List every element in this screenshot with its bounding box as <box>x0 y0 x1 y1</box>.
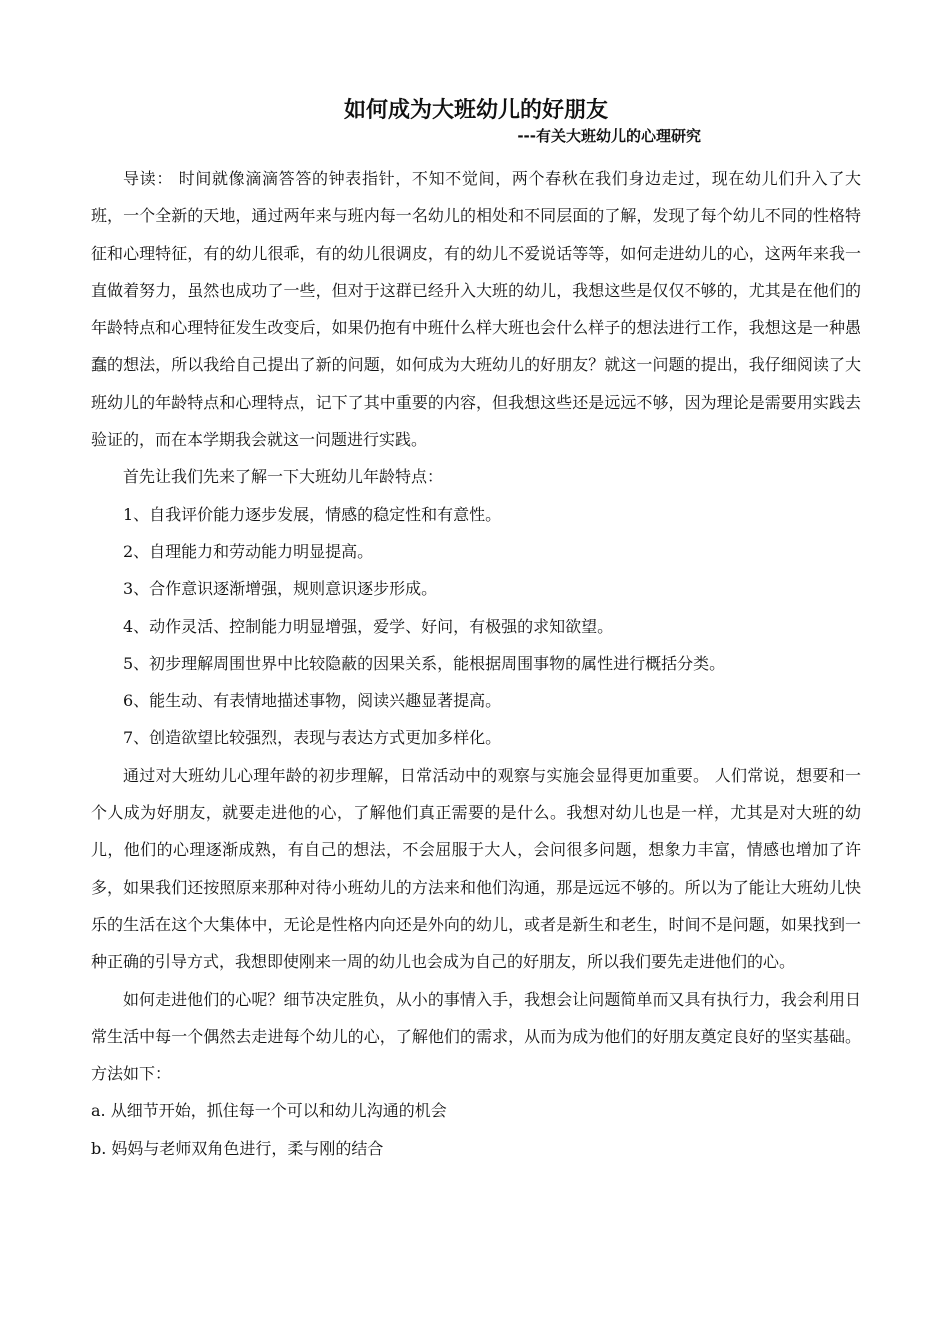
document-title: 如何成为大班幼儿的好朋友 <box>343 98 608 123</box>
method-item-b: b. 妈妈与老师双角色进行，柔与刚的结合 <box>91 1138 384 1158</box>
document-page <box>91 96 861 1167</box>
feature-item-6: 6、能生动、有表情地描述事物，阅读兴趣显著提高。 <box>123 691 502 711</box>
feature-item-3: 3、合作意识逐渐增强，规则意识逐步形成。 <box>123 579 438 599</box>
method-item-a: a. 从细节开始，抓住每一个可以和幼儿沟通的机会 <box>91 1101 447 1121</box>
intro-paragraph: 导读： 时间就像滴滴答答的钟表指针，不知不觉间，两个春秋在我们身边走过，现在幼儿们升入了大班，一个全新的天地，通过两年来与班内每一名幼儿的相处和不同层面的了解，发现了每个幼儿不同的性格特征和心理特征，有的幼儿很乖，有的幼儿很调皮，有的幼儿不爱说话等等，如何走进幼儿的心，这两年来我一直做着努力，虽然也成功了一些，但对于这群已经升入大班的幼儿，我想这些是仅仅不够的，尤其是在他们的年龄特点和心理特征发生改变后，如果仍抱有中班什么样大班也会什么样子的想法进行工作，我想这是一种愚蠢的想法，所以我给自己提出了新的问题，如何成为大班幼儿的好朋友？就这一问题的提出，我仔细阅读了大班幼儿的年龄特点和心理特点，记下了其中重要的内容，但我想这些还是远远不够，因为理论是需要用实践去验证的，而在本学期我会就这一问题进行实践。 <box>91 169 861 450</box>
document-subtitle: ---有关大班幼儿的心理研究 <box>517 127 701 145</box>
feature-list <box>91 496 861 757</box>
lead-paragraph: 首先让我们先来了解一下大班幼儿年龄特点： <box>123 467 444 487</box>
feature-item-1: 1、自我评价能力逐步发展，情感的稳定性和有意性。 <box>123 504 502 524</box>
feature-item-2: 2、自理能力和劳动能力明显提高。 <box>123 541 374 561</box>
feature-item-7: 7、创造欲望比较强烈，表现与表达方式更加多样化。 <box>123 728 502 748</box>
body-paragraph-2: 通过对大班幼儿心理年龄的初步理解，日常活动中的观察与实施会显得更加重要。 人们常说，想要和一个人成为好朋友，就要走进他的心，了解他们真正需要的是什么。我想对幼儿也是一样，尤其是对大班的幼儿，他们的心理逐渐成熟，有自己的想法，不会屈服于大人，会问很多问题，想象力丰富，情感也增加了许多，如果我们还按照原来那种对待小班幼儿的方法来和他们沟通，那是远远不够的。所以为了能让大班幼儿快乐的生活在这个大集体中，无论是性格内向还是外向的幼儿，或者是新生和老生，时间不是问题，如果找到一种正确的引导方式，我想即使刚来一周的幼儿也会成为自己的好朋友，所以我们要先走进他们的心。 <box>91 765 861 972</box>
feature-item-5: 5、初步理解周围世界中比较隐蔽的因果关系，能根据周围事物的属性进行概括分类。 <box>123 653 726 673</box>
feature-item-4: 4、动作灵活、控制能力明显增强，爱学、好问，有极强的求知欲望。 <box>123 616 614 636</box>
method-list <box>91 1092 861 1167</box>
body-paragraph-3: 如何走进他们的心呢？细节决定胜负，从小的事情入手，我想会让问题简单而又具有执行力，我会利用日常生活中每一个偶然去走进每个幼儿的心，了解他们的需求，从而为成为他们的好朋友奠定良好的坚实基础。方法如下： <box>91 989 861 1084</box>
